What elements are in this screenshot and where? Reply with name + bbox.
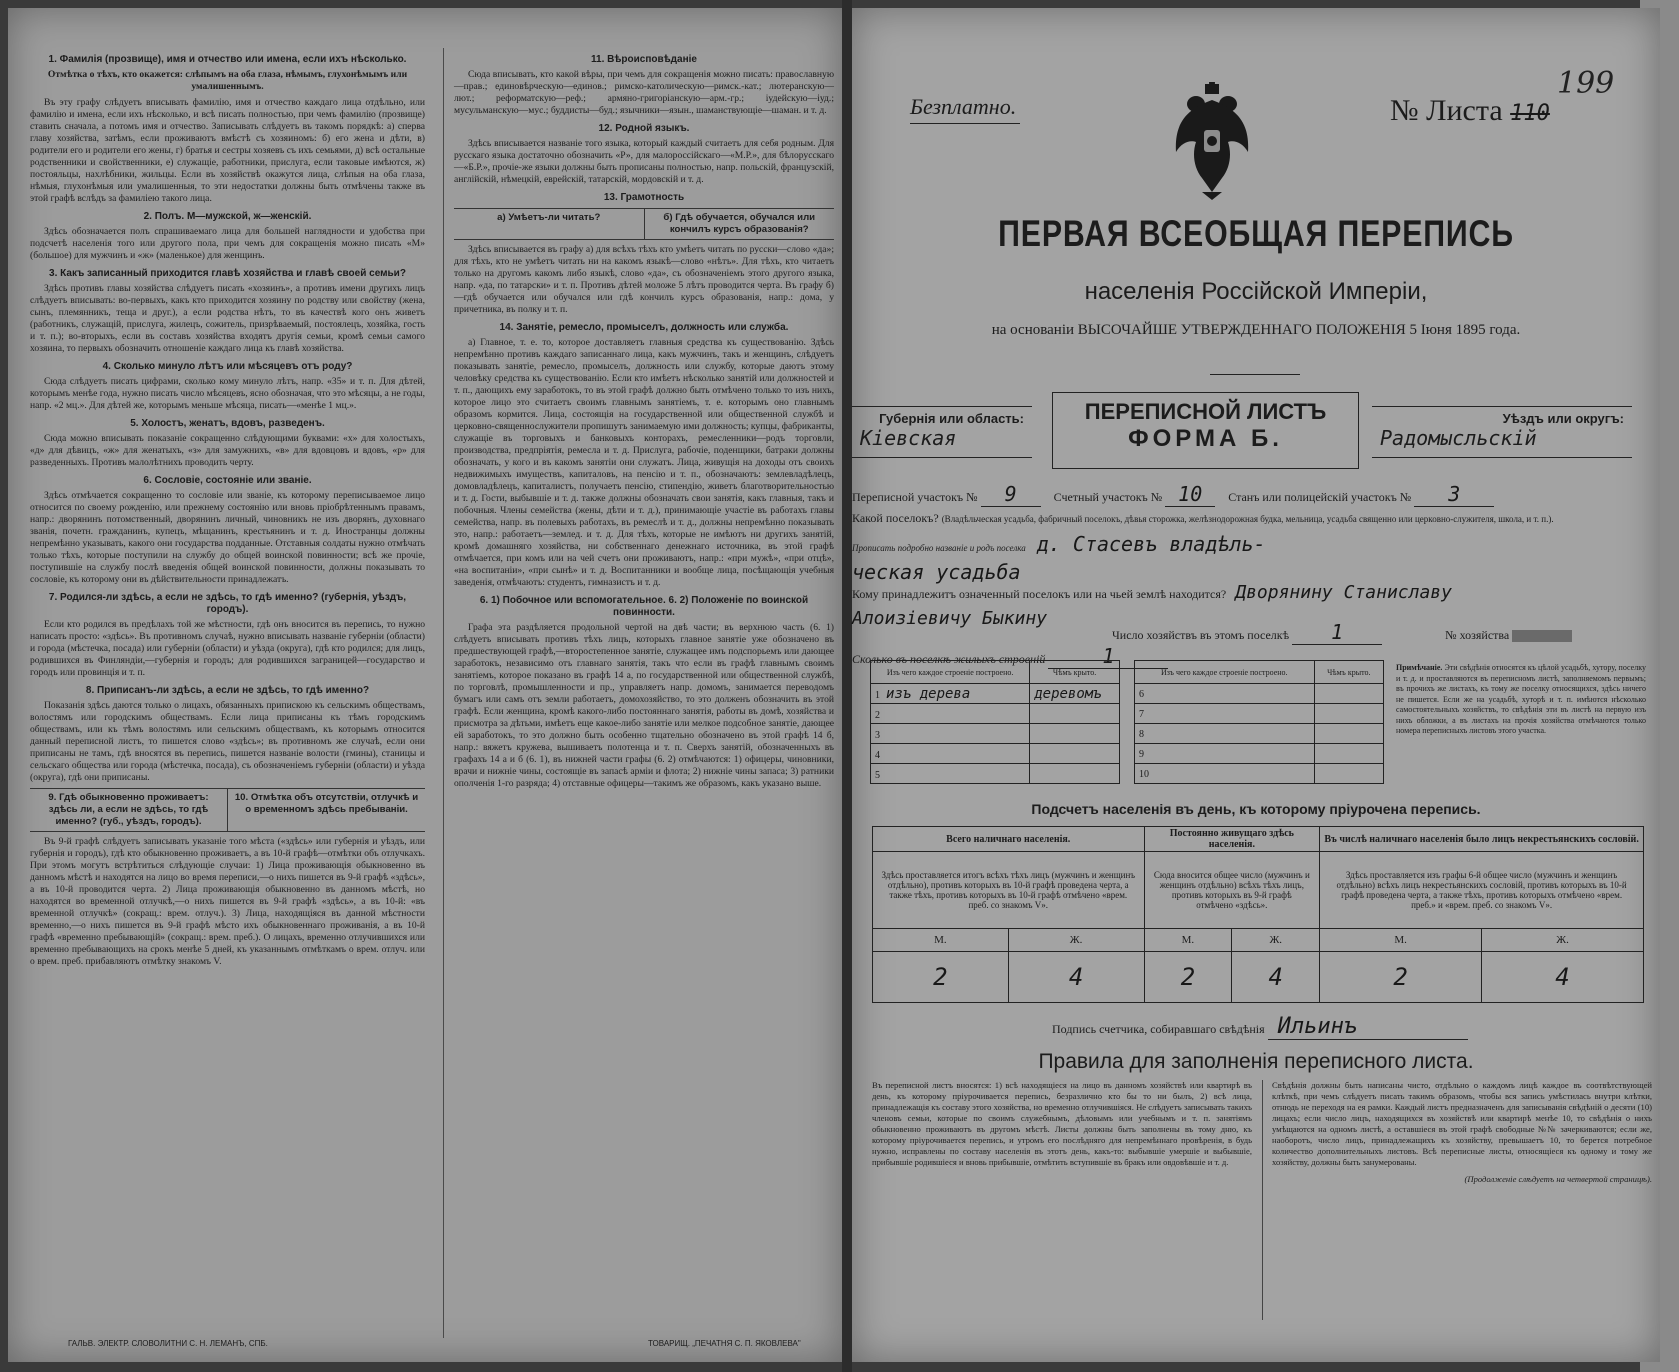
form-name: ПЕРЕПИСНОЙ ЛИСТЪ: [1084, 399, 1327, 424]
sheet-number-value: 110: [1510, 101, 1550, 126]
building-material: изъ дерева: [886, 685, 971, 702]
uezd-box: [1372, 406, 1632, 458]
male-label: М.: [873, 929, 1009, 952]
building-roof: [1030, 704, 1120, 724]
building-number: 10: [1139, 768, 1149, 780]
female-count: 4: [1232, 952, 1320, 1003]
section-heading: 14. Занятіе, ремесло, промыселъ, должность или служба.: [499, 322, 789, 333]
note-label: Примѣчаніе.: [1396, 663, 1443, 672]
section-heading: 11. Вѣроисповѣданіе: [591, 54, 697, 65]
section-heading: 6. Сословіе, состояніе или званіе.: [143, 475, 312, 486]
building-roof: [1314, 764, 1383, 784]
buildings-value: 1: [1048, 644, 1168, 669]
book-gutter: [842, 0, 852, 1372]
poselok-label: Какой поселокъ?: [852, 511, 939, 525]
female-count: 4: [1482, 952, 1644, 1003]
building-material-cell: [1135, 764, 1315, 784]
section-split-heading: [454, 208, 834, 240]
free-label: Безплатно.: [910, 94, 1017, 119]
owner-label: Кому принадлежитъ означенный поселокъ или на чьей землѣ находится?: [852, 587, 1227, 601]
owner-value-2: Алоизіевичу Быкину: [852, 608, 1048, 629]
owner-row: [852, 582, 1642, 603]
section-text: Здѣсь обозначается полъ спрашиваемаго лица для большей наглядности и удобства при подсчетѣ населенія того или другого пола, при чемъ для сокращенія можно писать «М» (большое) для мужчинъ и «ж» (маленькое) для женщинъ.: [30, 226, 425, 261]
male-label: М.: [1320, 929, 1482, 952]
building-number: 1: [875, 689, 880, 701]
section-heading: 7. Родился-ли здѣсь, а если не здѣсь, то гдѣ именно? (губернія, уѣздъ, городъ).: [48, 592, 407, 615]
settlement-name-row: [852, 532, 1642, 556]
section-text: Въ 9-й графѣ слѣдуетъ записывать указаніе того мѣста («здѣсь» или губернія и уѣздъ, или губернія и городъ), гдѣ кто обыкновенно проживаетъ, а въ 10-й графѣ—отмѣтки объ отлучкахъ. При этомъ могутъ встрѣтиться слѣдующіе случаи: 1) Лица проживающія обыкновенно въ данномъ мѣстѣ и находятся на лицо во время переписи,—о нихъ пишется въ 9-й графѣ «здѣсь», а въ 10-й проводится черта. 2) Лица проживающія обыкновенно въ данномъ мѣстѣ, но находятся во временной отлучкѣ,—о нихъ пишется въ 9-й графѣ «здѣсь», а въ 10-й: «въ временной отлучкѣ» (сокращ.: врем. отлуч.). 3) Лица, находящіяся въ данной мѣстности временно,—о нихъ пишется въ 9-й графѣ мѣсто ихъ обыкновеннаго проживанія, а въ 10-й графѣ «временно пребывающій» (сокращ.: врем. преб.). О лицахъ, временно отлучившихся или временно пребывающихъ на срокъ менѣе 5 дней, къ указаннымъ отмѣткамъ о врем. отлуч. или о врем. преб. прибавляютъ отмѣтку знакомъ V.: [30, 836, 425, 967]
split-heading-cell: б) Гдѣ обучается, обучался или кончилъ курсъ образованія?: [644, 209, 835, 239]
archive-sheet-number: 199: [1557, 66, 1615, 101]
buildings-note: [1396, 663, 1646, 737]
building-row: [871, 764, 1120, 784]
section-heading: 5. Холостъ, женатъ, вдовъ, разведенъ.: [130, 418, 325, 429]
split-heading-cell: 9. Гдѣ обыкновенно проживаетъ: здѣсь ли, а если не здѣсь, то гдѣ именно? (губ., уѣздъ, городъ).: [48, 792, 209, 827]
building-material-cell: [1135, 684, 1315, 704]
building-row: [1135, 724, 1384, 744]
poselok-hint: (Владѣльческая усадьба, фабричный поселокъ, дѣвья сторожка, желѣзнодорожная будка, мельница, усадьба священно или церковно-служителя, школа, и т. п.).: [941, 514, 1554, 524]
count-column-description: Здѣсь проставляется итогъ всѣхъ тѣхъ лицъ (мужчинъ и женщинъ отдѣльно), противъ которыхъ въ 10-й графѣ проведена черта, а также тѣхъ, противъ которыхъ въ 10-й графѣ отмѣчено «врем. преб. со знакомъ V».: [873, 852, 1145, 929]
households-value: 1: [1292, 620, 1382, 645]
male-count: 2: [1320, 952, 1482, 1003]
building-number: 3: [875, 729, 880, 741]
stan-label: Станъ или полицейскій участокъ №: [1228, 490, 1412, 504]
male-count: 2: [1144, 952, 1232, 1003]
note-text: Эти свѣдѣнія относятся къ цѣлой усадьбѣ, хутору, поселку и т. д. и проставляются въ переписномъ листѣ, заполняемомъ первымъ; въ прочихъ же листахъ, къ тому же поселку относящихся, здѣсь ничего не пишется. Если же на усадьбѣ, хуторѣ и т. п. имѣются нѣсколько самостоятельныхъ хозяйствъ, то свѣдѣнія эти въ листѣ на первую изъ нихъ обложки, а въ листахъ на прочія хозяйства отмѣчаются только номера переписныхъ листовъ этого участка.: [1396, 663, 1647, 735]
instructions-column-a: [30, 48, 425, 972]
section-text: Здѣсь вписывается названіе того языка, который каждый считаетъ для себя родным. Для русскаго языка достаточно обозначить «Р», для малороссійскаго—«М.Р.», для бѣлорусскаго—«Б.Р.», прочіе-же языки должны быть прописаны полностью, напр. польскій, французскій, англійскій, нѣмецкій, еврейскій, татарскій, мордовскій и т. д.: [454, 138, 834, 185]
buildings-label: Сколько въ поселкѣ жилыхъ строеній: [852, 652, 1046, 666]
section-heading: 6. 1) Побочное или вспомогательное. 6. 2) Положеніе по воинской повинности.: [479, 595, 809, 618]
female-label: Ж.: [1232, 929, 1320, 952]
building-number: 2: [875, 709, 880, 721]
gubernia-box: [852, 406, 1032, 458]
section-text: Въ эту графу слѣдуетъ вписывать фамилію, имя и отчество каждаго лица отдѣльно, или фамилію и имена, если ихъ нѣсколько, и всѣ писать полностью, при чемъ фамилію (прозвище) ставить сначала, а потомъ имя и отчество. Записывать слѣдуетъ въ такомъ порядкѣ: а) сперва главу хозяйства, затѣмъ, если проживаютъ вмѣстѣ съ хозяиномъ: б) его жена и дѣти, в) родители его и родители его жены, г) братья и сестры хозяевъ съ ихъ семьями, д) всѣ остальные родственники и свойственники, е) служащіе, работники, прислуга, если таковые имѣются, ж) постояльцы, нахлѣбники, жильцы. Если въ хозяйствѣ окажутся лица, слѣпыя на оба глаза, нѣмыя, глухонѣмыя или умалишенныя, то эти недостатки должны быть отмѣчены также въ этой графѣ вслѣдъ за фамиліею такого лица.: [30, 97, 425, 204]
settlement-type-row: [852, 511, 1642, 526]
split-heading-cell: 10. Отмѣтка объ отсутствіи, отлучкѣ и о временномъ здѣсь пребываніи.: [227, 789, 425, 831]
building-row: [871, 724, 1120, 744]
building-material-cell: [1135, 744, 1315, 764]
rules-column-a: Въ переписной листъ вносятся: 1) всѣ находящіеся на лицо въ данномъ хозяйствѣ или квартирѣ въ день, къ которому пріурочивается перепись, безразлично кто бы то ни былъ, 2) всѣ лица, принадлежащія къ составу этого хозяйства, но временно отлучившіяся. Не слѣдуетъ записывать такихъ членовъ семьи, которые по своимъ служебнымъ, дѣловымъ или учебнымъ и т. п. занятіямъ обыкновенно проживаютъ въ другомъ мѣстѣ. Листы должны быть заполнены въ тому дню, къ которому пріурочивается перепись, и утромъ его послѣдняго для непремѣннаго провѣренія, в будь нужно, исправлены по составу населенія въ этотъ день, какъ-то: выбывшіе умершіе и выбывшіе, прибывшіе родившіеся и вновь прибывшіе, отмѣтить вступившіе въ бракъ или овдовѣвшіе и т. д.: [872, 1080, 1252, 1167]
building-row: [1135, 744, 1384, 764]
count-column-heading: Всего наличнаго населенія.: [873, 827, 1145, 852]
form-header-box: [852, 392, 1632, 472]
male-count: 2: [873, 952, 1009, 1003]
male-label: М.: [1144, 929, 1232, 952]
district-numbers-row: [852, 482, 1642, 507]
building-row: [871, 744, 1120, 764]
building-roof: [1314, 724, 1383, 744]
printer-imprint-left: ГАЛЬВ. ЭЛЕКТР. СЛОВОЛИТНИ С. Н. ЛЕМАНЪ, СПБ.: [68, 1339, 268, 1348]
building-material-header: Изъ чего каждое строеніе построено.: [871, 661, 1030, 684]
building-number: 8: [1139, 728, 1144, 740]
perepis-uchastok-value: 9: [981, 482, 1041, 507]
left-page-instructions: [8, 8, 842, 1362]
section-heading: 3. Какъ записанный приходится главѣ хозяйства и главѣ своей семьи?: [49, 268, 406, 279]
form-code: ФОРМА Б.: [1128, 425, 1283, 452]
building-roof: [1314, 744, 1383, 764]
section-heading: 13. Грамотность: [603, 192, 685, 203]
perepis-uchastok-label: Переписной участокъ №: [852, 490, 978, 504]
split-heading-cell: а) Умѣетъ-ли читать?: [497, 212, 601, 223]
section-text: Сюда можно вписывать показаніе сокращенно слѣдующими буквами: «х» для холостыхъ, «д» для дѣвицъ, «ж» для женатыхъ, «з» для замужнихъ, «в» для вдовцовъ и вдовъ, «р» для разведенныхъ. Противъ малолѣтнихъ проводить черту.: [30, 433, 425, 468]
census-legal-basis: на основаніи ВЫСОЧАЙШЕ УТВЕРЖДЕННАГО ПОЛОЖЕНІЯ 5 Іюня 1895 года.: [991, 322, 1521, 338]
owner-value-1: Дворянину Станиславу: [1235, 582, 1452, 603]
building-material-cell: [871, 744, 1030, 764]
gubernia-label: Губернія или область:: [879, 411, 1024, 426]
building-number: 9: [1139, 748, 1144, 760]
building-material-header-2: Изъ чего каждое строеніе построено.: [1135, 661, 1315, 684]
uezd-value: Радомысльскій: [1380, 426, 1537, 450]
buildings-table-right: [1134, 660, 1384, 784]
section-text: Здѣсь отмѣчается сокращенно то сословіе или званіе, къ которому переписываемое лицо относится по своему рожденію, или прежнему состоянію или вновь пріобрѣтеннымъ правамъ, напр.: дворянинъ потомственный, дворянинъ личный, чиновникъ не изъ дворянъ, духовнаго званія, почетн. гражданинъ, купецъ, мѣщанинъ, крестьянинъ и т. д. Иностранцы должны непремѣнно указывать, какого они государства подданные. Отставныя солдаты нужно отмѣчать только тѣхъ, которые поступили на службу до общей воинской повинности; всѣ же прочіе, поступившіе на службу послѣ введенія общей воинской повинности, должны показывать то сословіе, къ которому они въ дѣйствительности принадлежатъ.: [30, 490, 425, 585]
schetny-uchastok-value: 10: [1165, 482, 1215, 507]
female-count: 4: [1008, 952, 1144, 1003]
free-label-underline: [910, 123, 1020, 124]
right-page-census-form: [852, 8, 1660, 1362]
building-roof: [1314, 684, 1383, 704]
section-heading: 2. Полъ. М—мужской, ж—женскій.: [143, 211, 312, 222]
section-text: Сюда вписывать, кто какой вѣры, при чемъ для сокращенія можно писать: православную—прав.; единовѣрческую—единов.; римско-католическую—римск.-кат.; лютеранскую—лют.; реформатскую—реф.; армяно-григоріанскую—арм.-гр.; іудейскую—іуд.; мусульманскую—мус.; буддисты—буд.; язычники—язын., шаманствующіе—шаман. и т. д.: [454, 69, 834, 116]
instructions-column-b: [454, 48, 834, 794]
building-number: 7: [1139, 708, 1144, 720]
sheet-number-label: № Листа: [1390, 94, 1503, 127]
building-material-cell: [1135, 704, 1315, 724]
census-title: ПЕРВАЯ ВСЕОБЩАЯ ПЕРЕПИСЬ: [998, 213, 1514, 254]
building-number: 4: [875, 749, 880, 761]
building-material-cell: [871, 684, 1030, 704]
building-roof: [1030, 744, 1120, 764]
building-row: [1135, 684, 1384, 704]
section-text: Графа эта раздѣляется продольной чертой на двѣ части; въ верхнюю часть (6. 1) слѣдуетъ вписывать противъ тѣхъ лицъ, которыхъ главное занятіе уже обозначено въ предшествующей графѣ,—второстепенное занятіе, служащее имъ подспорьемъ или дающее заработокъ, независимо отъ главнаго занятія, такъ что если въ графѣ главнымъ своимъ занятіемъ, которое показано въ графѣ 14 а, по государственной или общественной службѣ, по торговлѣ, промышленности и пр., управляетъ напр. домомъ, занимается переводомъ бумагъ или самъ отъ земли работаетъ, домохозяйство, то это долженъ обозначить въ этой графѣ. Если женщина, кромѣ какого-либо постояннаго занятія, работы въ домѣ, хозяйства и присмотра за дѣтьми, имѣетъ еще какое-либо занятіе или мелкое подсобное занятіе, дающее ей заработокъ, то это должно быть особенно тщательно обозначено въ этой графѣ 14 б, напр.: вяжетъ кружева, вышиваетъ полотенца и т. п. Сверхъ занятій, обозначенныхъ въ графахъ 14 а и б (6. 1), въ нижней части графы (6. 2) отмѣчаются: 1) офицеры, чиновники, врачи и нижніе чины, состоящіе въ запасѣ арміи и флота; 2) нижніе чины запаса; 3) ратники ополченія 1-го разряда; 4) отставные офицеры—такимъ же образомъ, какъ указано выше.: [454, 622, 834, 789]
form-type-box: [1052, 392, 1359, 469]
count-column-description: Сюда вносится общее число (мужчинъ и женщинъ отдѣльно) всѣхъ тѣхъ лицъ, противъ которыхъ въ 9-й графѣ отмѣчено «здѣсь».: [1144, 852, 1320, 929]
enumerator-signature-row: [1052, 1014, 1468, 1040]
count-column-description: Здѣсь проставляется изъ графы 6-й общее число (мужчинъ и женщинъ отдѣльно) всѣхъ лицъ некрестьянскихъ сословій, противъ которыхъ въ 10-й графѣ проведена черта, а также тѣхъ, противъ которыхъ отмѣчено «врем. преб.» и «врем. преб. со знакомъ V».: [1320, 852, 1644, 929]
rules-column-b-text: Свѣдѣнія должны быть написаны чисто, отдѣльно о каждомъ лицѣ каждое въ соотвѣтствующей клѣткѣ, при чемъ слѣдуетъ писать такимъ образомъ, чтобы вся запись умѣстилась внутри клѣтки, отнюдь не переходя на ея рамки. Каждый листъ предназначенъ для записыванія свѣдѣній о десяти (10) лицахъ; если число лицъ, находящихся въ хозяйствѣ или квартирѣ менѣе 10, то свѣдѣнія о нихъ умѣщаются на одномъ листѣ, а оставшіеся въ этой графѣ свободные №№ зачеркиваются; если же, наоборотъ, число лицъ, принадлежащихъ къ хозяйству, превышаетъ 10, то берется потребное количество дополнительныхъ листовъ. Всѣ переписные листы, относящіеся къ одному и тому же хозяйству, должны быть занумерованы.: [1272, 1080, 1652, 1167]
sheet-number: [1390, 94, 1550, 128]
poselok-hint-2: Прописать подробно названіе и родъ поселка: [852, 543, 1026, 553]
section-text: Если кто родился въ предѣлахъ той же мѣстности, гдѣ онъ вносится въ перепись, то нужно написать просто: «здѣсь». Въ противномъ случаѣ, нужно вписывать названіе губерніи (области) и города (мѣстечка, посада) или губерніи (области) и уѣзда (округа), гдѣ кто родился; для лицъ, родившихся въ Финляндіи,—губернія и городъ; для родившихся заграницей—государство и городъ или провинція и т. п.: [30, 619, 425, 678]
building-roof: [1314, 704, 1383, 724]
section-text: Здѣсь противъ главы хозяйства слѣдуетъ писать «хозяинъ», а противъ имени другихъ лицъ слѣдуетъ вписывать: во-первыхъ, какъ кто приходится хозяину по родству или свойству (жена, сынъ, племянникъ, теща и друг.), а если родства нѣтъ, то въ качествѣ кого онъ живетъ (работникъ, служащій, прислуга, жилецъ, сожитель, призрѣваемый, постоялецъ, хозяйка, гость и т. п.); во-вторыхъ, если въ составъ хозяйства входятъ другія семьи, кромѣ семьи самого хозяина, то первыхъ обозначить отношеніе каждаго лица къ главѣ хозяйства.: [30, 283, 425, 354]
section-heading: 1. Фамилія (прозвище), имя и отчество или имена, если ихъ нѣсколько.: [48, 54, 407, 65]
poselok-value-2: ческая усадьба: [852, 560, 1021, 584]
double-headed-eagle-emblem-icon: [1172, 82, 1252, 200]
section-heading: 4. Сколько минуло лѣтъ или мѣсяцевъ отъ роду?: [102, 361, 353, 372]
section-heading: 8. Приписанъ-ли здѣсь, а если не здѣсь, то гдѣ именно?: [85, 685, 370, 696]
census-subtitle: населенія Россійской Имперіи,: [1084, 278, 1428, 305]
building-roof: [1030, 724, 1120, 744]
printer-imprint-right: ТОВАРИЩ. „ПЕЧАТНЯ С. П. ЯКОВЛЕВА": [648, 1339, 801, 1348]
gubernia-value: Кіевская: [860, 426, 957, 450]
section-text: Здѣсь вписывается въ графу а) для всѣхъ тѣхъ кто умѣетъ читать по русски—слово «да»; для тѣхъ, кто не умѣетъ читать ни на какомъ языкѣ—слово «нѣтъ». Для тѣхъ, кто читаетъ только на другомъ какомъ либо языкѣ, слово «да», съ обозначеніемъ этого другого языка, напр. «да, по татарски» и т. п. Противъ дѣтей моложе 5 лѣтъ проводится черта. Въ графу б)—гдѣ обучается или обучался или гдѣ кончилъ курсъ образованія, напр.: дома, у причетника, въ полку и т. п.: [454, 244, 834, 315]
uezd-label: Уѣздъ или округъ:: [1502, 411, 1624, 426]
building-row: [1135, 704, 1384, 724]
count-column-heading: Постоянно живущаго здѣсь населенія.: [1144, 827, 1320, 852]
section-heading: 12. Родной языкъ.: [598, 123, 690, 134]
population-count-table: [872, 826, 1644, 1003]
settlement-name-row-2: [852, 560, 1642, 584]
building-material-cell: [871, 724, 1030, 744]
building-row: [1135, 764, 1384, 784]
building-roof-header-2: Чѣмъ крыто.: [1314, 661, 1383, 684]
rules-column-b: [1272, 1080, 1652, 1185]
rules-heading: Правила для заполненія переписного листа.: [1038, 1050, 1474, 1073]
population-count-heading: Подсчетъ населенія въ день, къ которому пріурочена перепись.: [1031, 801, 1481, 817]
female-label: Ж.: [1482, 929, 1644, 952]
household-number-label: № хозяйства: [1445, 628, 1510, 642]
section-text: а) Главное, т. е. то, которое доставляетъ главныя средства къ существованію. Здѣсь непремѣнно противъ каждаго записаннаго лица, какъ мужчинъ, такъ и женщинъ, слѣдуетъ показывать занятіе, ремесло, промыселъ, должность или службу, которые даютъ этому человѣку средства къ существованію. Если кто имѣетъ нѣсколько занятій или должностей и т. п., дающихъ ему заработокъ, то въ этой графѣ должно быть отмѣчено только то изъ нихъ, которое лицо это считаетъ своимъ главнымъ занятіемъ, т. е. которымъ оно главнымъ образомъ кормится. Лица, состоящія на государственной или общественной службѣ и церковно-священнослужители пропишутъ занимаемую ими должность; купцы, фабриканты, служащіе въ торговыхъ и банковыхъ конторахъ, ремесленники—родъ торговли, производства, предпріятія, ремесла и т. д. Прислуга, рабочіе, поденщики, батраки должны обозначать, у кого и въ какомъ занятіи они служатъ. Лица, живущія на доходы отъ своихъ недвижимыхъ имуществъ, капиталовъ, на пенсію и т. п., обозначаютъ: землевладѣлецъ, домовладѣлецъ, капиталистъ, получаетъ пенсію, стипендію, живетъ благотворительностью и т. д. Гости, выбывшіе и т. д. также должны обозначать свои занятія, какъ главныя, такъ и побочныя. Члены семейства (жены, дѣти и т. д.), принимающіе участіе въ работахъ главы семейства, напр. въ полевыхъ работахъ, въ ремеслѣ и т. д., должны непремѣнно показывать это, напр.: работаетъ—землед. и т. д. Для тѣхъ, которые не имѣютъ ни другихъ занятій, кромѣ домашняго хозяйства, ни собственнаго денежнаго источника, въ этой графѣ отмѣчается, при комъ или на чей счетъ они проживаютъ, напр.: «при мужѣ», «при отцѣ», «на воспитаніи», «при сынѣ» и т. д. Воспитанники и вообще лица, посѣщающія учебныя заведенія, отмѣчаютъ: студентъ, гимназистъ и т. д.: [454, 337, 834, 588]
schetny-uchastok-label: Счетный участокъ №: [1053, 490, 1163, 504]
buildings-table-left: [870, 660, 1120, 784]
section-split-heading: [30, 788, 425, 832]
column-divider: [443, 48, 444, 1338]
rules-divider: [1262, 1080, 1263, 1320]
rules-continuation-note: (Продолженіе слѣдуетъ на четвертой страницѣ).: [1464, 1174, 1652, 1184]
building-row: [871, 704, 1120, 724]
households-row: [1112, 620, 1642, 645]
building-roof-header: Чѣмъ крыто.: [1030, 661, 1120, 684]
building-number: 5: [875, 769, 880, 781]
female-label: Ж.: [1008, 929, 1144, 952]
section-text: Сюда слѣдуетъ писать цифрами, сколько кому минуло лѣтъ, напр. «35» и т. п. Для дѣтей, которымъ менѣе года, нужно писать число мѣсяцевъ, ясно обозначая, что это мѣсяцы, а не годы, напр. «2 мц.». Для дѣтей же, которымъ меньше мѣсяца, писать—«менѣе 1 мц.».: [30, 376, 425, 411]
building-roof: деревомъ: [1030, 684, 1120, 704]
household-number-redacted: [1512, 630, 1572, 642]
section-subheading: Отмѣтка о тѣхъ, кто окажется: слѣпымъ на оба глаза, нѣмымъ, глухонѣмымъ или умалишеннымъ.: [47, 69, 408, 92]
building-row: [871, 684, 1120, 704]
poselok-value-1: д. Стасевъ владѣль-: [1036, 532, 1266, 556]
enumerator-signature: Ильинъ: [1268, 1014, 1468, 1040]
count-column-heading: Въ числѣ наличнаго населенія было лицъ некрестьянскихъ сословій.: [1320, 827, 1644, 852]
households-label: Число хозяйствъ въ этомъ поселкѣ: [1112, 628, 1290, 642]
building-material-cell: [871, 764, 1030, 784]
stan-value: 3: [1414, 482, 1494, 507]
title-rule: [1210, 374, 1300, 375]
section-text: Показанія здѣсь даются только о лицахъ, обязанныхъ припискою къ сельскимъ обществамъ, волостямъ или городскимъ обществамъ. Если лица приписаны къ тѣмъ городскимъ обществамъ, или къ тѣмъ волостямъ или сельскимъ обществамъ, къ которымъ относится данный переписной листъ, то пишется слово «здѣсь»; въ противномъ же случаѣ, если они приписаны не тамъ, гдѣ вносятся въ перепись, пишется названіе волости (гмины), станицы и сельскаго общества или города (мѣстечка, посада), съ обозначеніемъ губерніи (области) и уѣзда (округа), гдѣ они приписаны.: [30, 700, 425, 783]
building-material-cell: [1135, 724, 1315, 744]
building-roof: [1030, 764, 1120, 784]
building-number: 6: [1139, 688, 1144, 700]
signature-label: Подпись счетчика, собиравшаго свѣдѣнія: [1052, 1022, 1265, 1036]
building-material-cell: [871, 704, 1030, 724]
